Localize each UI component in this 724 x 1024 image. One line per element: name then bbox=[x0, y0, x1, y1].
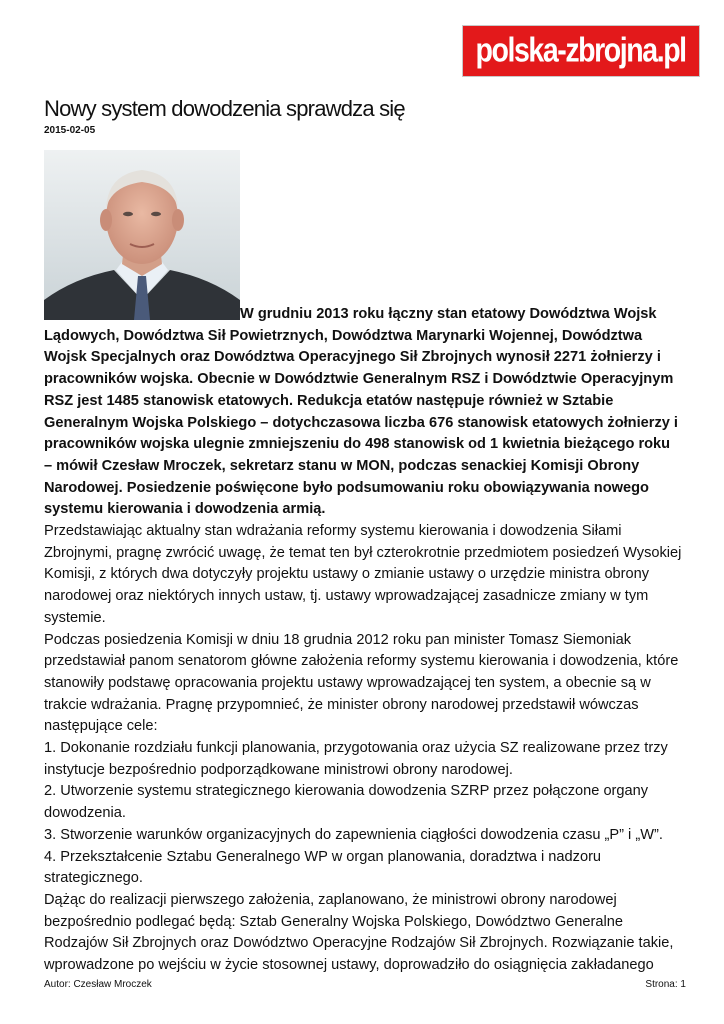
article-date: 2015-02-05 bbox=[44, 125, 96, 136]
article-lead: W grudniu 2013 roku łączny stan etatowy Dowództwa Wojsk Lądowych, Dowództwa Sił Powietrznych, Dowództwa Marynarki Wojennej, Dowództwa Wojsk Specjalnych oraz Dowództwa Operacyjnego Sił Zbrojnych wynosił 2271 żołnierzy i pracowników wojska. Obecnie w Dowództwie Generalnym RSZ i Dowództwie Operacyjnym RSZ jest 1485 stanowisk etatowych. Redukcja etatów następuje również w Sztabie Generalnym Wojska Polskiego – dotychczasowa liczba 676 stanowisk etatowych żołnierzy i pracowników wojska ulegnie zmniejszeniu do 498 stanowisk od 1 kwietnia bieżącego roku – mówił Czesław Mroczek, sekretarz stanu w MON, podczas senackiej Komisji Obrony Narodowej. Posiedzenie poświęcone było podsumowaniu roku obowiązywania nowego systemu kierowania i dowodzenia armią. bbox=[44, 306, 678, 518]
author-photo bbox=[44, 150, 240, 320]
site-logo-text: polska-zbrojna.pl bbox=[475, 31, 687, 70]
list-item: 1. Dokonanie rozdziału funkcji planowania, przygotowania oraz użycia SZ realizowane przez trzy instytucje bezpośrednio podporządkowane ministrowi obrony narodowej. bbox=[44, 740, 668, 778]
article-body bbox=[44, 304, 682, 977]
article-title: Nowy system dowodzenia sprawdza się bbox=[44, 96, 405, 121]
list-item: 4. Przekształcenie Sztabu Generalnego WP w organ planowania, doradztwa i nadzoru strategicznego. bbox=[44, 848, 602, 887]
article-paragraph: Dążąc do realizacji pierwszego założenia, zaplanowano, że ministrowi obrony narodowej bezpośrednio podlegać będą: Sztab Generalny Wojska Polskiego, Dowództwo Generalne Rodzajów Sił Zbrojnych oraz Dowództwo Operacyjne Rodzajów Sił Zbrojnych. Rozwiązanie takie, wprowadzone po wejściu w życie stosownej ustawy, doprowadziło do osiągnięcia zakładanego bbox=[44, 891, 674, 974]
list-item: 2. Utworzenie systemu strategicznego kierowania dowodzenia SZRP przez połączone organy dowodzenia. bbox=[44, 783, 649, 822]
site-logo[interactable] bbox=[462, 25, 700, 77]
list-item: 3. Stworzenie warunków organizacyjnych do zapewnienia ciągłości dowodzenia czasu „P” i „W”. bbox=[44, 826, 663, 843]
article-paragraph: Podczas posiedzenia Komisji w dniu 18 grudnia 2012 roku pan minister Tomasz Siemoniak przedstawiał panom senatorom główne założenia reformy systemu kierowania i dowodzenia, które stanowiły podstawę opracowania projektu ustawy wprowadzającej ten system, a obecnie są w trakcie wdrażania. Pragnę przypomnieć, że minister obrony narodowej przedstawił wówczas następujące cele: bbox=[44, 631, 679, 735]
article-paragraph: Przedstawiając aktualny stan wdrażania reformy systemu kierowania i dowodzenia Siłami Zbrojnymi, pragnę zwrócić uwagę, że temat ten był czterokrotnie przedmiotem posiedzeń Wysokiej Komisji, z których dwa dotyczyły projektu ustawy o zmianie ustawy o urzędzie ministra obrony narodowej oraz niektórych innych ustaw, tj. ustawy wprowadzającej zasadnicze zmiany w tym systemie. bbox=[44, 523, 682, 626]
footer-page-number: Strona: 1 bbox=[645, 979, 686, 990]
footer-author: Autor: Czesław Mroczek bbox=[44, 979, 152, 990]
